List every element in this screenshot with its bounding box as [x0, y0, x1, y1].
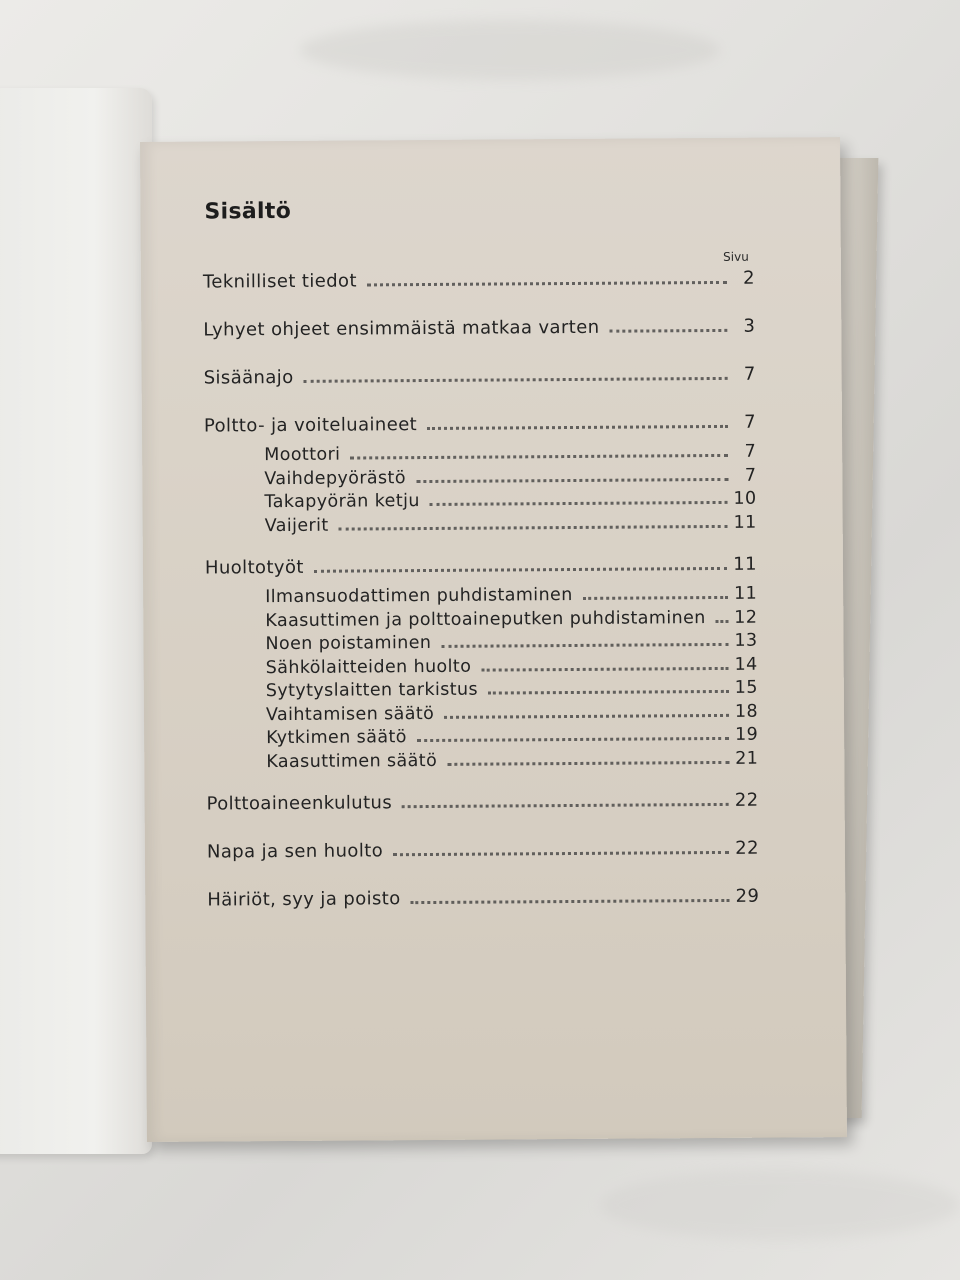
toc-entry-page: 14	[734, 654, 758, 675]
dot-leader	[610, 329, 728, 333]
toc-entry-label: Häiriöt, syy ja poisto	[207, 888, 401, 911]
toc-entry	[204, 412, 756, 446]
page-title: Sisältö	[204, 198, 292, 225]
toc-entry-page: 7	[743, 363, 756, 385]
toc-entry-label: Kaasuttimen säätö	[266, 750, 438, 772]
toc-subentry	[205, 512, 757, 539]
toc-entry-page: 19	[735, 724, 759, 745]
toc-entry	[204, 364, 756, 398]
toc-entry-label: Kaasuttimen ja polttoaineputken puhdistaminen	[265, 607, 706, 631]
toc-entry	[207, 838, 759, 872]
toc-entry-label: Sähkölaitteiden huolto	[265, 656, 472, 678]
dot-leader	[350, 454, 728, 460]
dot-leader	[583, 596, 728, 600]
toc-entry-page: 18	[734, 701, 759, 722]
toc-entry-page: 11	[733, 512, 757, 533]
toc-entry-page: 7	[744, 411, 757, 433]
toc-entry	[203, 316, 755, 350]
toc-entry-page: 10	[733, 488, 757, 509]
toc-entry-label: Napa ja sen huolto	[206, 840, 384, 863]
toc-entry-page: 3	[743, 315, 756, 337]
dot-leader	[441, 643, 728, 648]
left-book-page	[0, 88, 152, 1154]
toc-entry-page: 7	[744, 465, 757, 486]
booklet-page	[140, 137, 847, 1142]
toc-entry-label: Lyhyet ohjeet ensimmäistä matkaa varten	[203, 316, 600, 341]
dot-leader	[339, 524, 728, 530]
toc-entry-label: Poltto- ja voiteluaineet	[203, 414, 418, 437]
toc-entry-label: Vaihtamisen säätö	[265, 703, 435, 725]
marble-background-vein	[600, 1170, 960, 1240]
toc-entry-label: Teknilliset tiedot	[202, 270, 357, 293]
toc-entry-label: Polttoaineenkulutus	[206, 792, 393, 815]
table-of-contents	[203, 268, 760, 920]
toc-entry-page: 11	[733, 553, 758, 575]
toc-entry-page: 21	[735, 748, 759, 769]
dot-leader	[402, 803, 729, 808]
dot-leader	[447, 760, 729, 765]
toc-entry-label: Moottori	[264, 444, 341, 466]
toc-entry-page: 2	[743, 267, 756, 289]
dot-leader	[393, 851, 729, 856]
toc-entry-label: Sisäänajo	[203, 366, 294, 389]
toc-entry-page: 12	[734, 607, 758, 628]
dot-leader	[314, 567, 727, 573]
page-column-label: Sivu	[723, 249, 749, 264]
dot-leader	[430, 501, 728, 506]
toc-subentry	[206, 748, 758, 775]
toc-entry	[207, 790, 759, 824]
dot-leader	[411, 899, 730, 904]
marble-background-vein	[300, 20, 720, 80]
dot-leader	[716, 619, 729, 622]
toc-entry-page: 22	[735, 837, 760, 859]
toc-entry	[203, 268, 755, 302]
toc-entry-label: Takapyörän ketju	[264, 491, 420, 513]
toc-entry-page: 22	[734, 789, 759, 811]
dot-leader	[367, 281, 727, 287]
dot-leader	[488, 690, 729, 695]
dot-leader	[417, 737, 729, 742]
dot-leader	[304, 377, 728, 383]
toc-entry-label: Noen poistaminen	[265, 632, 432, 655]
dot-leader	[444, 713, 729, 718]
toc-entry-label: Sytytyslaitten tarkistus	[265, 679, 479, 702]
dot-leader	[427, 425, 728, 430]
toc-entry-label: Vaijerit	[264, 515, 329, 536]
toc-entry-page: 7	[744, 441, 757, 462]
toc-entry-page: 11	[734, 583, 758, 604]
toc-entry-page: 29	[735, 885, 760, 907]
dot-leader	[416, 477, 728, 482]
toc-entry-page: 13	[734, 630, 758, 651]
toc-entry	[205, 554, 757, 588]
toc-entry-page: 15	[734, 677, 758, 698]
toc-entry	[207, 886, 759, 920]
toc-entry-label: Ilmansuodattimen puhdistaminen	[265, 584, 573, 608]
toc-entry-label: Vaihdepyörästö	[264, 467, 406, 489]
dot-leader	[481, 666, 728, 671]
toc-entry-label: Kytkimen säätö	[266, 727, 407, 749]
toc-entry-label: Huoltotyöt	[204, 556, 304, 579]
